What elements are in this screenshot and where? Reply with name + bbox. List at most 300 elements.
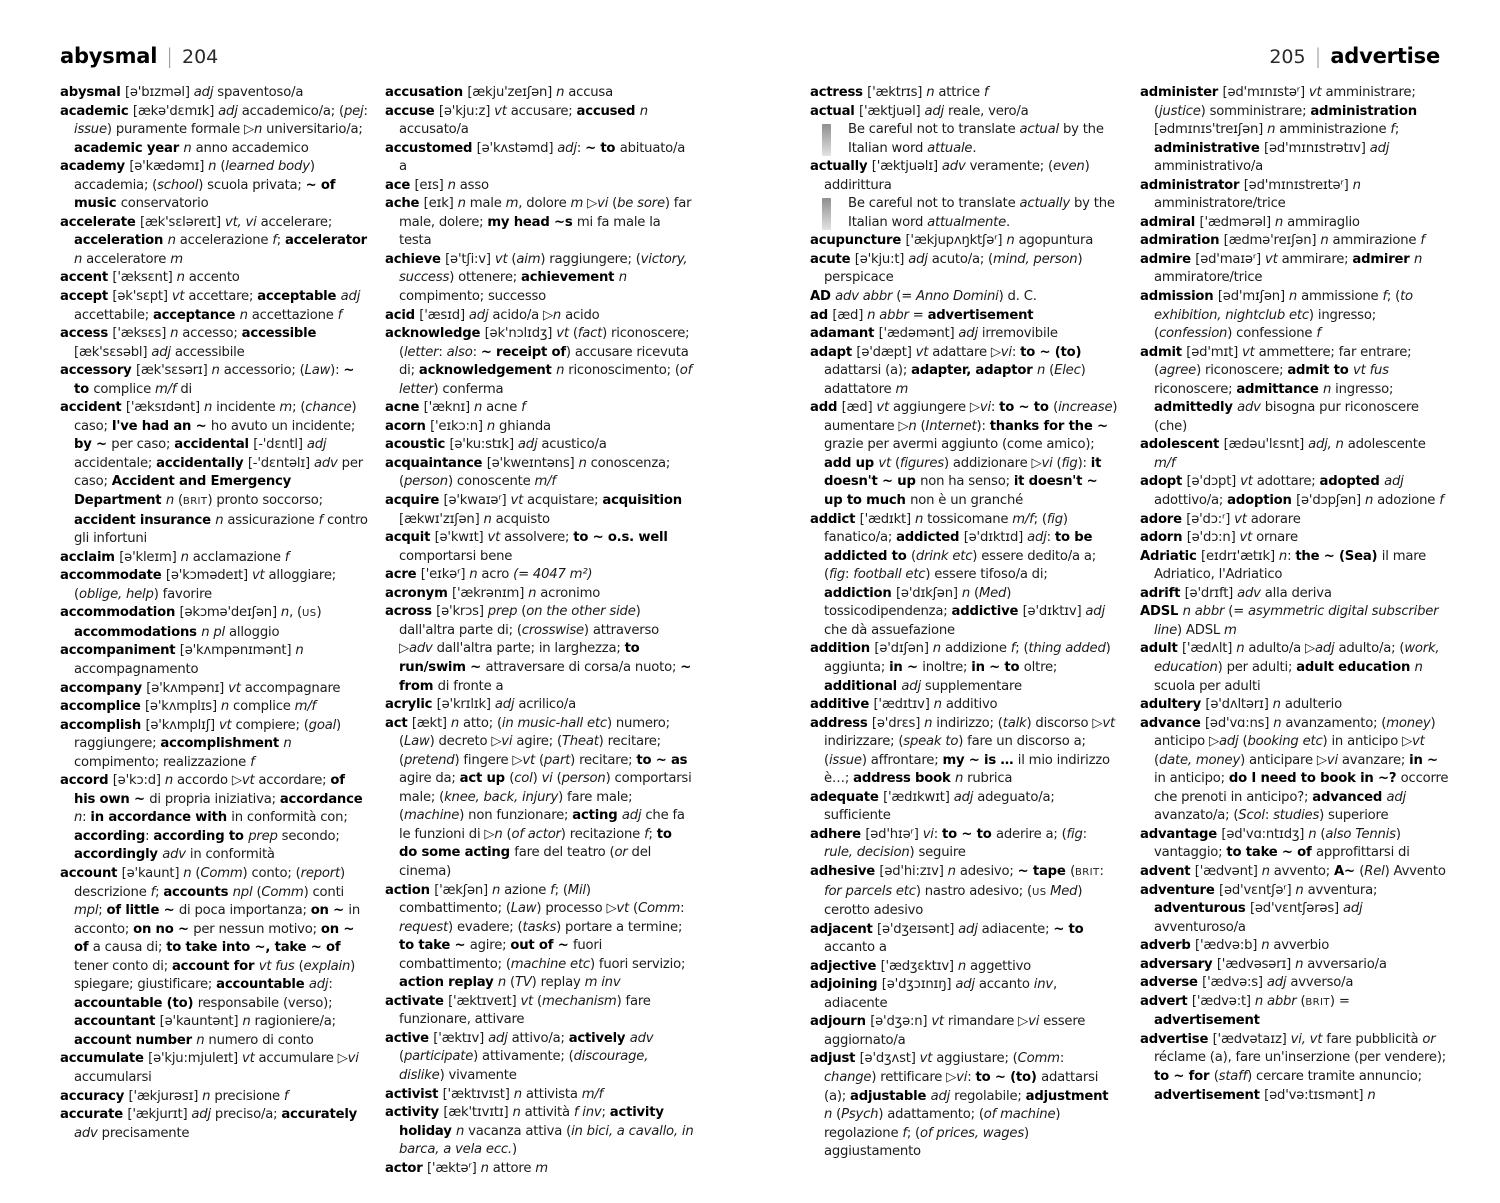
plain-text: Be careful not to translate [848, 196, 1020, 212]
dictionary-entry [385, 492, 694, 529]
bold-text: it doesn't ~ up [824, 455, 1102, 490]
bold-text: ace [385, 177, 415, 193]
plain-text: accettare; [188, 289, 258, 305]
italic-text: Anno Domini [916, 289, 999, 305]
plain-text: ) rettificare ▷ [871, 1069, 957, 1085]
italic-text: prep [248, 828, 282, 844]
dictionary-entry [385, 399, 694, 418]
plain-text: ; [155, 884, 164, 900]
dictionary-entry [385, 84, 694, 103]
italic-text: f [644, 826, 649, 842]
dictionary-entry [60, 1088, 369, 1107]
plain-text: per caso; [74, 455, 363, 490]
italic-text: n [170, 326, 183, 342]
plain-text: ( [920, 418, 926, 434]
italic-text: talk [1002, 715, 1027, 731]
italic-text: victory, success [399, 251, 688, 286]
bold-text: it doesn't ~ up to much [824, 474, 1098, 509]
plain-text: ['eɪkɔ:n] [430, 418, 487, 434]
italic-text: m/f [581, 1086, 604, 1102]
plain-text: ( [511, 251, 517, 267]
plain-text: aggiustare; ( [936, 1051, 1018, 1067]
plain-text: contro gli infortuni [74, 512, 368, 547]
dictionary-entry [385, 251, 694, 307]
plain-text: ; ( [1386, 289, 1401, 305]
plain-text: rubrica [967, 771, 1013, 787]
italic-text: f [983, 85, 989, 100]
dictionary-entry [810, 288, 1119, 307]
plain-text: ['eɪkəʳ] [420, 567, 470, 583]
bold-text: admit [1140, 344, 1187, 360]
plain-text: [əd'vɛntʃəʳ] [1219, 882, 1296, 898]
plain-text: ['æktjuəlɪ] [871, 159, 942, 175]
plain-text: attività [524, 1105, 574, 1121]
italic-text: adv [629, 1030, 654, 1046]
plain-text: [ə'krɪlɪk] [436, 697, 495, 713]
italic-text: vt [919, 1051, 937, 1067]
italic-text: vt [616, 901, 633, 917]
plain-text: ) fare funzionare, attivare [399, 993, 651, 1028]
note-bar-icon [822, 198, 831, 230]
plain-text: ) cerotto adesivo [824, 883, 1083, 919]
bold-text: on ~ [310, 903, 349, 919]
bold-text: acronym [385, 585, 452, 601]
italic-text: n [474, 400, 487, 416]
plain-text: [əd'maɪəʳ] [1195, 251, 1265, 267]
plain-text: ['æktɪvɪst] [442, 1086, 514, 1102]
plain-text: ['æktɪveɪt] [448, 993, 521, 1009]
plain-text: veramente; ( [969, 159, 1053, 175]
bold-text: adrift [1140, 585, 1185, 601]
plain-text: ) non funzionare; [459, 808, 573, 824]
plain-text: : [1046, 530, 1055, 546]
plain-text: [ə'drɪft] [1184, 585, 1238, 601]
italic-text: f [318, 512, 327, 528]
plain-text: ammiratore/trice [1154, 270, 1263, 286]
italic-text: adj [193, 85, 218, 100]
italic-text: n [480, 1160, 493, 1176]
plain-text: ) aumentare ▷ [824, 400, 1118, 434]
italic-text: f [902, 1125, 907, 1141]
plain-text: ( [1070, 863, 1076, 879]
bold-text: achieve [385, 251, 446, 267]
plain-text: attraversare di corsa/a nuoto; [485, 659, 681, 675]
plain-text: accordo ▷ [177, 773, 242, 789]
italic-text: vt [218, 717, 236, 733]
italic-text: n [1414, 659, 1423, 675]
dictionary-entry [810, 307, 1119, 326]
italic-text: n [1261, 863, 1274, 879]
bold-text: adapter, adaptor [911, 363, 1037, 379]
bold-text: achievement [521, 270, 619, 286]
italic-text: vt [494, 251, 512, 267]
italic-text: m [895, 381, 909, 397]
plain-text: [ækju'zeɪʃən] [467, 85, 557, 100]
italic-text: f [550, 882, 555, 898]
italic-text: f [1316, 326, 1321, 342]
plain-text: [ədmɪnɪs'treɪʃən] [1154, 122, 1268, 138]
bold-text: accuse [385, 103, 439, 119]
plain-text: tossicomane [927, 511, 1013, 527]
bold-text: acknowledgement [418, 363, 557, 379]
plain-text: azione [504, 882, 551, 898]
plain-text: ) per adulti; [1217, 659, 1297, 675]
italic-text: Comm [637, 901, 681, 917]
italic-text: chance [305, 400, 352, 416]
bold-text: adequate [810, 789, 884, 805]
bold-text: ~ from [399, 659, 692, 694]
plain-text: grazie per avermi aggiunto (come amico); [824, 437, 1095, 453]
plain-text: ) anticipare ▷ [1240, 752, 1327, 768]
plain-text: irremovibile [981, 326, 1058, 342]
dictionary-entry [810, 511, 1119, 641]
plain-text: indirizzare; ( [824, 734, 904, 750]
bold-text: admirer [1352, 251, 1414, 267]
plain-text: agire; [469, 938, 511, 954]
italic-text: n [196, 1032, 209, 1048]
bold-text: to run/swim ~ [399, 641, 640, 675]
plain-text: ( [973, 585, 979, 601]
plain-text: ingresso; [1335, 381, 1394, 397]
italic-text: f [1439, 493, 1444, 509]
plain-text: [ə'kwɪt] [434, 530, 488, 546]
dictionary-entry [810, 399, 1119, 510]
plain-text: [ækə'dɛmɪk] [132, 103, 219, 119]
italic-text: n [242, 1014, 255, 1030]
bold-text: abysmal [60, 85, 125, 100]
plain-text: [ək'nɔlɪdʒ] [484, 326, 557, 342]
dictionary-entry [810, 696, 1119, 715]
plain-text: aggiungere ▷ [892, 400, 980, 416]
italic-text: football etc [853, 567, 926, 583]
italic-text: n [486, 418, 500, 434]
italic-text: adv [1237, 400, 1265, 416]
plain-text: ) nastro adesivo; ( [915, 883, 1032, 899]
plain-text: a causa di; [92, 940, 167, 956]
plain-text: [æd] [841, 400, 877, 416]
italic-text: vt [494, 103, 511, 119]
bold-text: account [60, 865, 122, 881]
dictionary-entry [385, 195, 694, 251]
plain-text: adolescente [1347, 437, 1426, 453]
bold-text: add up [824, 455, 879, 471]
italic-text: adj [908, 251, 932, 267]
plain-text: ) pronto soccorso; [207, 493, 323, 509]
plain-text: accento [188, 270, 240, 286]
bold-text: academic [60, 103, 133, 119]
plain-text: essere aggiornato/a [824, 1014, 1086, 1048]
plain-text: [ə'ku:stɪk] [449, 437, 518, 453]
plain-text: [ə'kʌstəmd] [476, 140, 558, 156]
plain-text: [ə'dɪktɪv] [1022, 604, 1086, 620]
usage-note [810, 121, 1119, 158]
bold-text: activity holiday [399, 1105, 664, 1139]
dictionary-entry [1140, 715, 1449, 826]
italic-text: f [284, 549, 290, 565]
bold-text: adult [1140, 641, 1182, 657]
italic-text: adj [488, 1030, 512, 1046]
bold-text: adopted [1319, 474, 1385, 490]
bold-text: administrative [1154, 140, 1265, 156]
italic-text: n [552, 307, 566, 323]
italic-text: date, money [1158, 752, 1241, 768]
plain-text: [ædmə'reɪʃən] [1223, 233, 1321, 249]
dictionary-entry [60, 680, 369, 699]
italic-text: n [933, 697, 946, 713]
italic-text: n [932, 641, 945, 657]
plain-text: ) attivamente; ( [473, 1049, 574, 1065]
plain-text: ) ADSL [1177, 622, 1225, 638]
dictionary-entry [385, 307, 694, 326]
plain-text: ) replay [531, 975, 585, 991]
italic-text: issue [74, 122, 107, 138]
italic-text: also [446, 344, 473, 360]
plain-text: [ædəu'lɛsnt] [1223, 437, 1309, 453]
plain-text: : [967, 1069, 976, 1085]
dictionary-entry [810, 158, 1119, 195]
dictionary-entry [60, 214, 369, 270]
plain-text: vacanza attiva ( [468, 1123, 572, 1139]
plain-text: adattarsi (a); [824, 363, 912, 379]
plain-text: adulto/a; ( [1338, 641, 1405, 657]
bold-text: activity [385, 1105, 444, 1121]
plain-text: ; [1394, 122, 1400, 138]
plain-text: ( [509, 771, 515, 787]
dictionary-entry [1140, 473, 1449, 510]
plain-text: : [1287, 548, 1296, 564]
plain-text: ghianda [499, 418, 551, 434]
italic-text: adj [1342, 901, 1363, 917]
italic-text: m [535, 1160, 548, 1176]
plain-text: ) aggiustamento [824, 1125, 1029, 1160]
plain-text: ( [538, 752, 544, 768]
bold-text: adapt [810, 344, 857, 360]
page-header-left [60, 44, 218, 68]
plain-text: ) ingresso; ( [1154, 307, 1376, 342]
dictionary-entry [385, 1086, 694, 1105]
bold-text: acting [572, 808, 622, 824]
italic-text: n [961, 585, 974, 601]
bold-text: accompaniment [60, 643, 180, 659]
bold-text: on no ~ [133, 921, 194, 937]
plain-text: ) discorso ▷ [1026, 715, 1103, 731]
plain-text: [ə'dɪʃən] [874, 641, 933, 657]
bold-text: accusation [385, 85, 468, 100]
plain-text: ): [1077, 455, 1091, 471]
plain-text: ) seguire [909, 845, 966, 861]
plain-text: adesivo; [959, 863, 1018, 879]
plain-text: fare del teatro ( [514, 845, 615, 861]
bold-text: administer [1140, 85, 1223, 100]
plain-text: ) fuori servizio; [589, 956, 686, 972]
bold-text: academic year [74, 140, 184, 156]
plain-text: accompagnare [244, 680, 341, 696]
italic-text: on the other side [526, 604, 636, 620]
plain-text: adulto/a ▷ [1248, 641, 1315, 657]
italic-text: n abbr [1254, 993, 1301, 1009]
plain-text: assicurazione [227, 512, 319, 528]
italic-text: vi [956, 1069, 968, 1085]
dictionary-entry [385, 882, 694, 993]
italic-text: adj [1384, 474, 1404, 490]
italic-text: actual [1019, 122, 1063, 138]
dictionary-entry [385, 1030, 694, 1086]
bold-text: address book [853, 771, 955, 787]
plain-text: ['ædɪkt] [859, 511, 915, 527]
bold-text: actress [810, 85, 868, 100]
plain-text: ; [276, 233, 285, 249]
italic-text: adj [953, 789, 978, 805]
plain-text: ammirazione [1332, 233, 1421, 249]
italic-text: vt [1102, 715, 1115, 731]
italic-text: n [280, 605, 290, 621]
bold-text: adjective [810, 958, 881, 974]
plain-text: avverbio [1273, 938, 1330, 954]
italic-text: Med [1050, 883, 1078, 899]
plain-text: ragioniere/a; [254, 1014, 336, 1030]
plain-text: male [469, 196, 506, 212]
plain-text: ): [330, 363, 344, 379]
plain-text: ) tossicodipendenza; [824, 585, 1012, 620]
italic-text: figures [899, 455, 944, 471]
dictionary-entry [1140, 956, 1449, 975]
italic-text: n [215, 512, 228, 528]
bold-text: acquaintance [385, 455, 487, 471]
dictionary-entry [385, 566, 694, 585]
plain-text: ) perspicace [824, 251, 1083, 286]
plain-text: ) confessione [1227, 326, 1317, 342]
plain-text: il mare Adriatico, l'Adriatico [1154, 548, 1427, 583]
italic-text: mechanism [541, 993, 617, 1009]
dictionary-entry [1140, 511, 1449, 530]
bold-text: adamant [810, 326, 879, 342]
italic-text: fig [1066, 826, 1083, 842]
italic-text: n [1273, 715, 1286, 731]
plain-text: ; ( [1033, 511, 1047, 527]
bold-text: ~ receipt of [480, 344, 566, 360]
bold-text: in ~ [1409, 752, 1438, 768]
bold-text: advert [1140, 993, 1192, 1009]
plain-text: ; [648, 826, 657, 842]
dictionary-entry [1140, 84, 1449, 177]
plain-text: spaventoso/a [217, 85, 304, 100]
italic-text: n [204, 400, 217, 416]
italic-text: fig [1046, 511, 1063, 527]
plain-text: accessorio; ( [223, 363, 305, 379]
italic-text: person [561, 771, 606, 787]
dictionary-entry [385, 436, 694, 455]
italic-text: n [1413, 251, 1423, 267]
plain-text: : [363, 103, 368, 119]
italic-text: m [170, 251, 183, 267]
italic-text: m [505, 196, 519, 212]
plain-text: ) Avvento [1384, 863, 1446, 879]
plain-text: : [328, 977, 333, 993]
bold-text: adversary [1140, 956, 1217, 972]
bold-text: actually [810, 159, 872, 175]
plain-text: che fa le funzioni di ▷ [399, 808, 685, 842]
italic-text: vi [347, 1051, 359, 1067]
plain-text: acquistare; [527, 493, 603, 509]
italic-text: letter [403, 344, 439, 360]
italic-text: Elec [1054, 363, 1081, 379]
italic-text: request [399, 919, 449, 935]
plain-text: di poca importanza; [178, 903, 311, 919]
italic-text: n [447, 177, 460, 193]
plain-text: non è un granché [910, 493, 1024, 509]
bold-text: active [385, 1030, 434, 1046]
bold-text: do I need to book in ~? [1228, 771, 1401, 787]
dictionary-entry [1140, 436, 1449, 473]
plain-text: : [1082, 826, 1087, 842]
plain-text: ( [1049, 363, 1055, 379]
plain-text: ) scuola privata; [198, 177, 306, 193]
bold-text: accomplice [60, 699, 145, 715]
italic-text: adj [218, 103, 242, 119]
bold-text: ADSL [1140, 604, 1183, 620]
bold-text: Accident and Emergency Department [74, 474, 292, 509]
italic-text: n [295, 643, 304, 659]
bold-text: add [810, 400, 842, 416]
italic-text: n [926, 85, 939, 100]
plain-text: : [82, 810, 91, 826]
dictionary-entry [810, 251, 1119, 288]
bold-text: acrylic [385, 697, 437, 713]
italic-text: vi [1041, 455, 1057, 471]
plain-text: [ə'dɔ:ʳ] [1186, 511, 1235, 527]
italic-text: vt [1308, 85, 1326, 100]
plain-text: ) fanatico/a; [824, 511, 1068, 546]
plain-text: ['ækrənɪm] [452, 585, 529, 601]
italic-text: mpl [74, 903, 99, 919]
plain-text: [eɪs] [414, 177, 448, 193]
plain-text: ['æktəʳ] [426, 1160, 481, 1176]
italic-text: n [456, 1123, 469, 1139]
italic-text: n abbr [867, 307, 913, 323]
plain-text: [ə'dɔpt] [1186, 474, 1241, 490]
plain-text: [əd'hɪəʳ] [865, 826, 923, 842]
plain-text: attivista [525, 1086, 582, 1102]
italic-text: vt [241, 773, 259, 789]
plain-text: ( [256, 884, 262, 900]
italic-text: of letter [399, 363, 693, 397]
bold-text: additional [824, 678, 902, 694]
plain-text: ) aggiunta; [824, 641, 1111, 675]
dictionary-entry [60, 325, 369, 362]
plain-text: acido/a ▷ [492, 307, 553, 323]
plain-text: avversario/a [1307, 956, 1387, 972]
dictionary-entry [810, 344, 1119, 400]
italic-text: vt [251, 568, 269, 584]
dictionary-column-1 [60, 84, 369, 1176]
plain-text: [əd'mɪnɪstrətɪv] [1264, 140, 1370, 156]
plain-text: ( [537, 993, 542, 1009]
dictionary-entry [810, 863, 1119, 921]
plain-text: precisamente [101, 1125, 190, 1141]
bold-text: thanks for the ~ [989, 418, 1108, 434]
dictionary-entry [1140, 863, 1449, 882]
plain-text: adorare [1250, 511, 1301, 527]
italic-text: n [1236, 641, 1249, 657]
bold-text: activist [385, 1086, 443, 1102]
italic-text: Med [978, 585, 1007, 601]
plain-text: ( [1300, 993, 1306, 1009]
italic-text: adj [1218, 734, 1243, 750]
bold-text: adhesive [810, 863, 880, 879]
italic-text: school [157, 177, 199, 193]
plain-text: [æk'sɛləreɪt] [139, 214, 225, 230]
plain-text: ( [1320, 826, 1326, 842]
